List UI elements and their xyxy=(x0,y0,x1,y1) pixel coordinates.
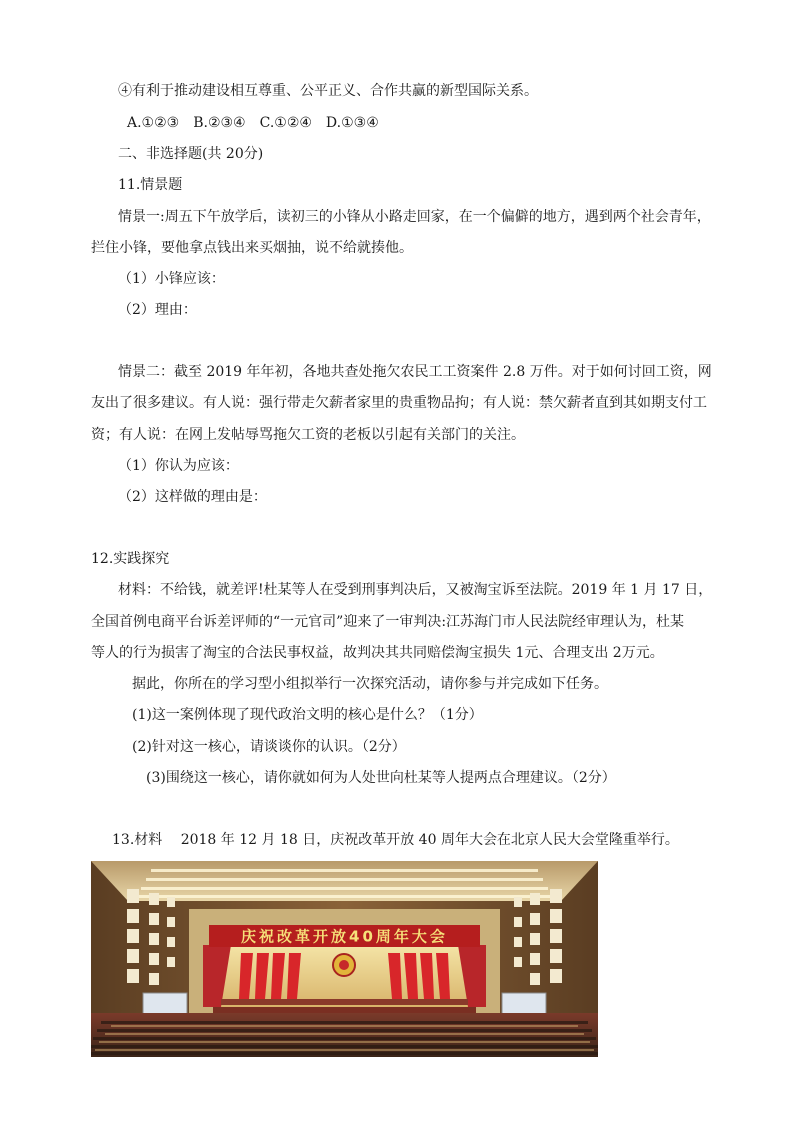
material-line-3: 等人的行为损害了淘宝的合法民事权益，故判决其共同赔偿淘宝损失 1元、合理支出 2万元。 xyxy=(91,645,664,661)
task-1: (1)这一案例体现了现代政治文明的核心是什么？（1分） xyxy=(132,707,483,723)
question-12-title: 12.实践探究 xyxy=(91,551,170,567)
scenario-1-question-1: （1）小锋应该： xyxy=(118,271,225,287)
material-line-2: 全国首例电商平台诉差评师的“一元官司”迎来了一审判决:江苏海门市人民法院经审理认为，杜某 xyxy=(91,614,685,630)
great-hall-photo xyxy=(91,861,598,1057)
scenario-2-line-3: 资；有人说：在网上发帖辱骂拖欠工资的老板以引起有关部门的关注。 xyxy=(91,427,525,443)
question-13-material: 13.材料 2018 年 12 月 18 日，庆祝改革开放 40 周年大会在北京人民大会堂隆重举行。 xyxy=(112,832,679,848)
question-11-title: 11.情景题 xyxy=(118,177,183,193)
material-line-1: 材料：不给钱，就差评!杜某等人在受到刑事判决后，又被淘宝诉至法院。2019 年 1 月 17 日， xyxy=(118,582,713,598)
answer-choices: A.①②③ B.②③④ C.①②④ D.①③④ xyxy=(127,115,379,131)
option-4-text: ④有利于推动建设相互尊重、公平正义、合作共赢的新型国际关系。 xyxy=(118,83,538,99)
task-3: (3)围绕这一核心，请你就如何为人处世向杜某等人提两点合理建议。（2分） xyxy=(146,770,616,786)
scenario-1-line-1: 情景一:周五下午放学后，读初三的小锋从小路走回家，在一个偏僻的地方，遇到两个社会青年， xyxy=(118,209,711,225)
task-intro: 据此，你所在的学习型小组拟举行一次探究活动，请你参与并完成如下任务。 xyxy=(132,676,608,692)
scenario-2-line-1: 情景二：截至 2019 年年初，各地共查处拖欠农民工工资案件 2.8 万件。对于如何讨回工资，网 xyxy=(118,364,712,380)
scenario-1-question-2: （2）理由： xyxy=(118,302,197,318)
scenario-2-question-2: （2）这样做的理由是： xyxy=(118,489,267,505)
task-2: (2)针对这一核心，请谈谈你的认识。（2分） xyxy=(132,739,406,755)
scenario-1-line-2: 拦住小锋，要他拿点钱出来买烟抽，说不给就揍他。 xyxy=(91,240,413,256)
scenario-2-question-1: （1）你认为应该： xyxy=(118,458,239,474)
photo-banner-text: 庆祝改革开放40周年大会 xyxy=(241,927,448,946)
scenario-2-line-2: 友出了很多建议。有人说：强行带走欠薪者家里的贵重物品拘；有人说：禁欠薪者直到其如期支付工 xyxy=(91,395,707,411)
section-heading: 二、非选择题(共 20分) xyxy=(118,146,264,162)
